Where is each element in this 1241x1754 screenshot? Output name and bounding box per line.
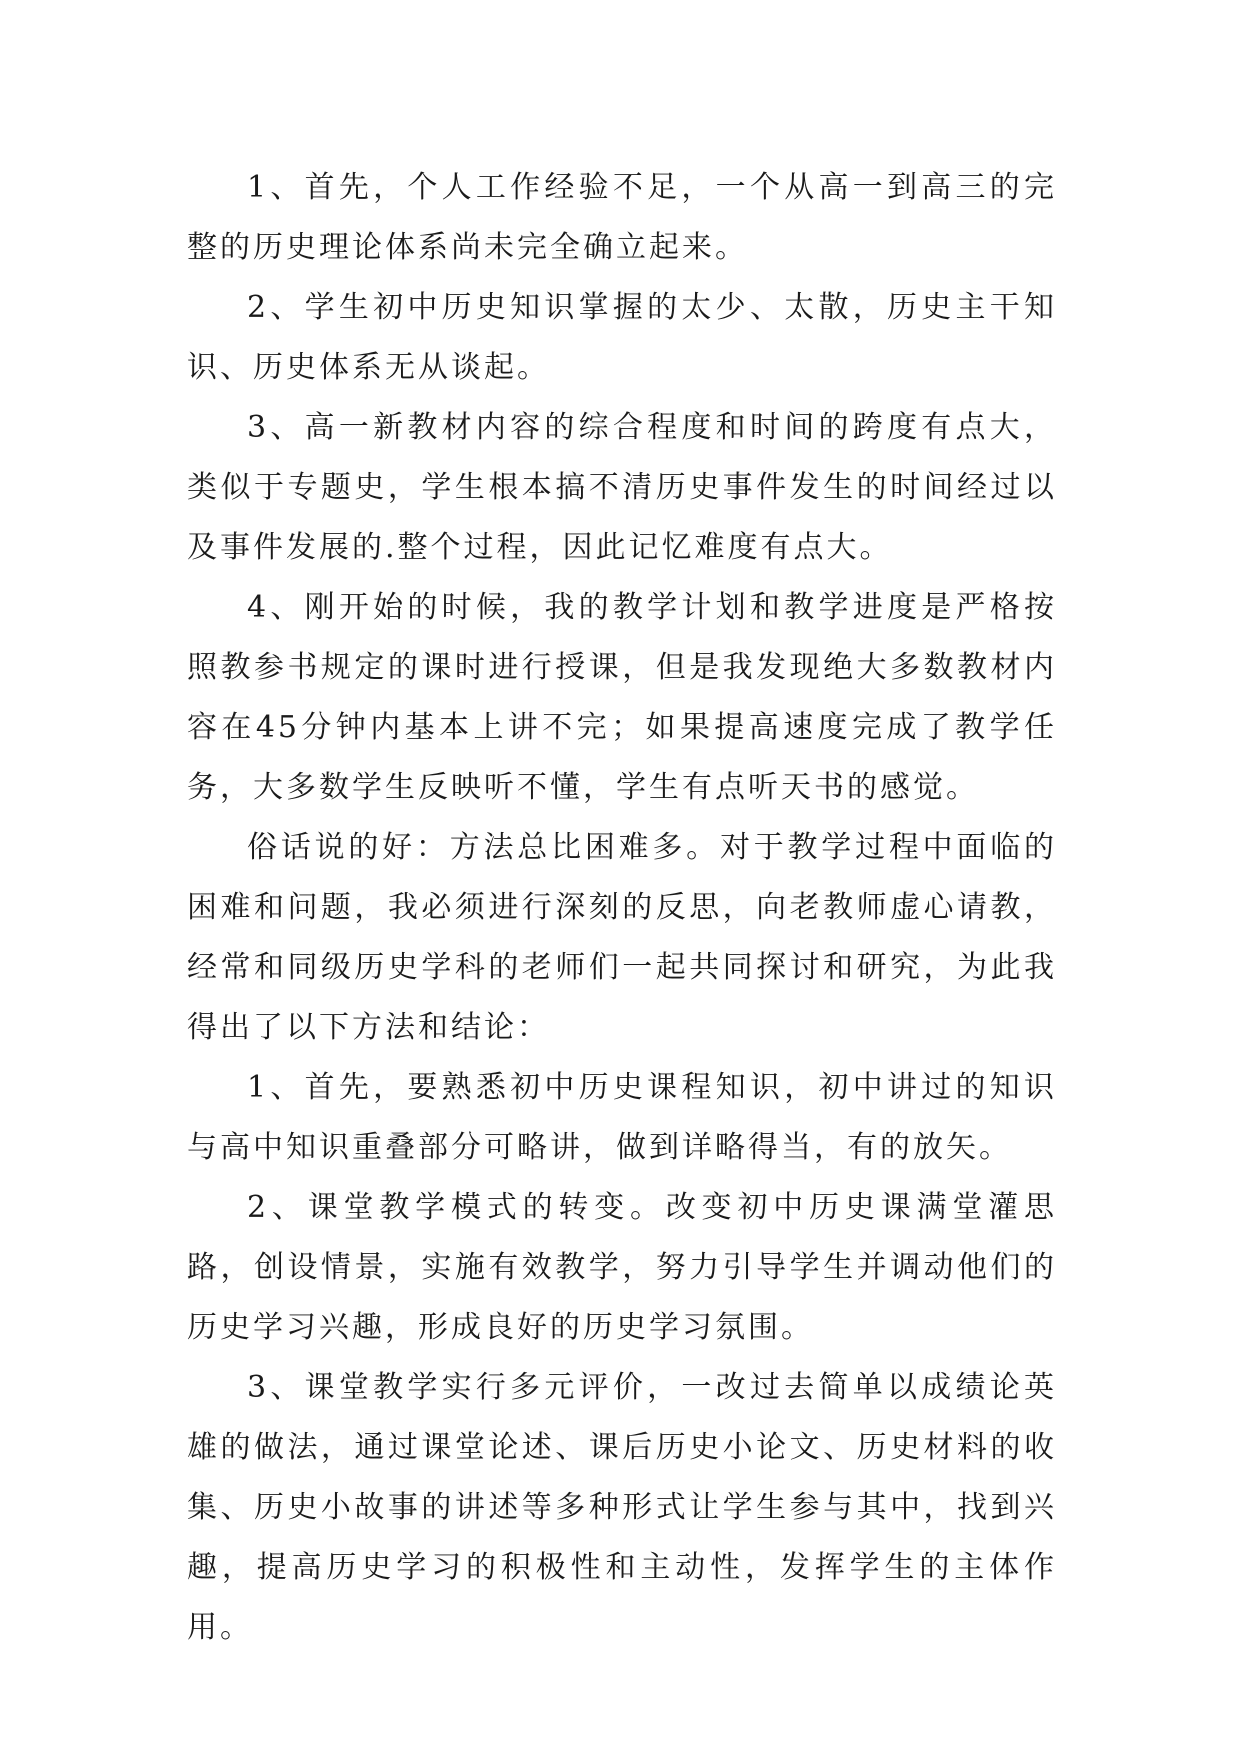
paragraph-method-2: 2、课堂教学模式的转变。改变初中历史课满堂灌思路，创设情景，实施有效教学，努力引导学生并调动他们的历史学习兴趣，形成良好的历史学习氛围。: [187, 1190, 1057, 1345]
document-body: [187, 158, 1057, 1658]
paragraph-method-1: 1、首先，要熟悉初中历史课程知识，初中讲过的知识与高中知识重叠部分可略讲，做到详略得当，有的放矢。: [187, 1070, 1057, 1165]
paragraph-reflection: 俗话说的好：方法总比困难多。对于教学过程中面临的困难和问题，我必须进行深刻的反思，向老教师虚心请教，经常和同级历史学科的老师们一起共同探讨和研究，为此我得出了以下方法和结论：: [187, 830, 1057, 1045]
paragraph-problem-4: 4、刚开始的时候，我的教学计划和教学进度是严格按照教参书规定的课时进行授课，但是我发现绝大多数教材内容在45分钟内基本上讲不完；如果提高速度完成了教学任务，大多数学生反映听不懂，学生有点听天书的感觉。: [187, 590, 1057, 805]
paragraph-method-3: 3、课堂教学实行多元评价，一改过去简单以成绩论英雄的做法，通过课堂论述、课后历史小论文、历史材料的收集、历史小故事的讲述等多种形式让学生参与其中，找到兴趣，提高历史学习的积极性和主动性，发挥学生的主体作用。: [187, 1370, 1057, 1645]
paragraph-problem-2: 2、学生初中历史知识掌握的太少、太散，历史主干知识、历史体系无从谈起。: [187, 290, 1057, 385]
paragraph-problem-3: 3、高一新教材内容的综合程度和时间的跨度有点大，类似于专题史，学生根本搞不清历史事件发生的时间经过以及事件发展的.整个过程，因此记忆难度有点大。: [187, 410, 1057, 565]
paragraph-problem-1: 1、首先，个人工作经验不足，一个从高一到高三的完整的历史理论体系尚未完全确立起来。: [187, 170, 1057, 265]
